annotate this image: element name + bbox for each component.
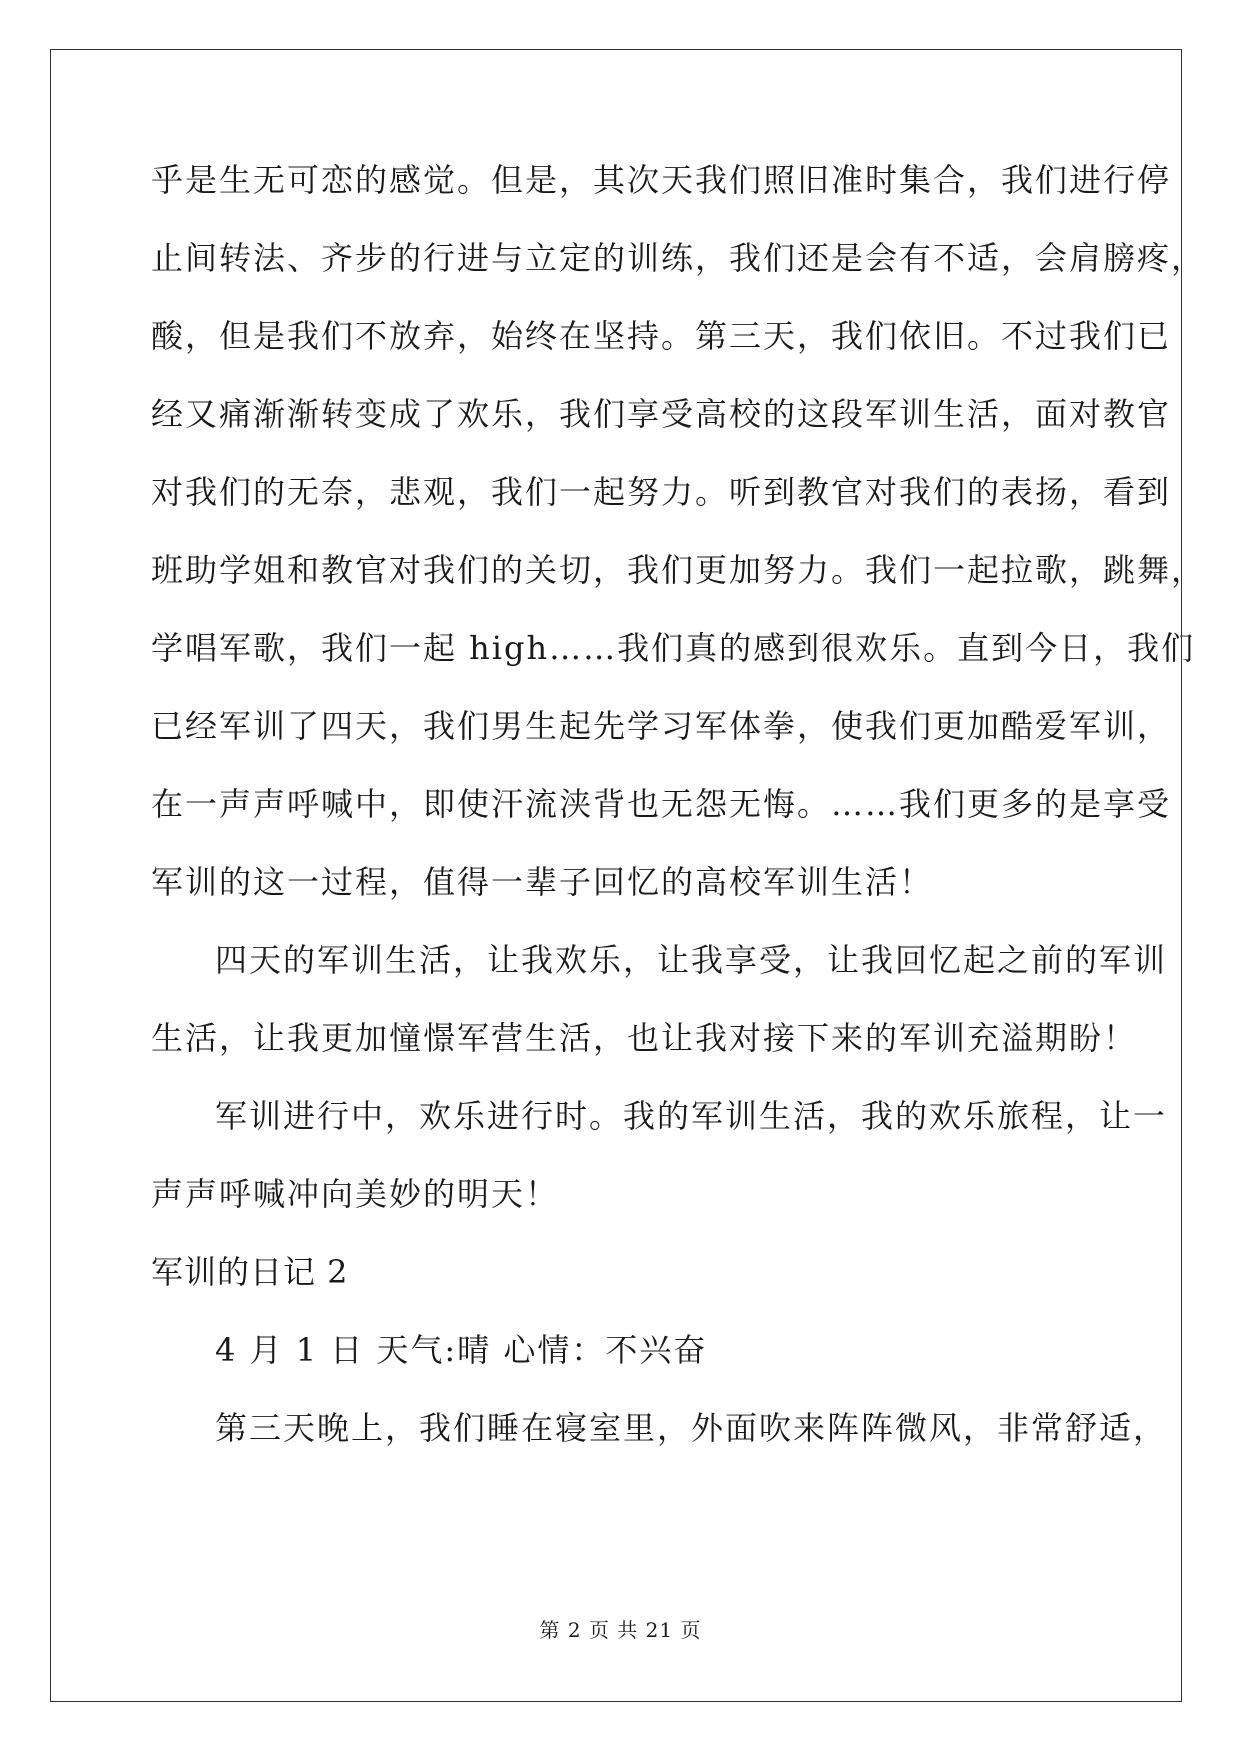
- text-line: 经又痛渐渐转变成了欢乐，我们享受高校的这段军训生活，面对教官: [151, 395, 1172, 433]
- text-line: 生活，让我更加憧憬军营生活，也让我对接下来的军训充溢期盼！: [151, 1019, 1138, 1057]
- paragraph-start-line: 四天的军训生活，让我欢乐，让我享受，让我回忆起之前的军训: [215, 941, 1168, 979]
- text-line: 在一声声呼喊中，即使汗流浃背也无怨无悔。……我们更多的是享受: [151, 785, 1172, 823]
- section-heading: 军训的日记 2: [151, 1253, 349, 1291]
- text-line: 军训的这一过程，值得一辈子回忆的高校军训生活！: [151, 863, 934, 901]
- text-line: 乎是生无可恋的感觉。但是，其次天我们照旧准时集合，我们进行停: [151, 161, 1172, 199]
- text-line: 声声呼喊冲向美妙的明天！: [151, 1175, 560, 1213]
- text-line: 对我们的无奈，悲观，我们一起努力。听到教官对我们的表扬，看到: [151, 473, 1172, 511]
- diary-date-line: 4 月 1 日 天气:晴 心情：不兴奋: [215, 1331, 708, 1369]
- document-body: [151, 158, 1206, 1484]
- paragraph-start-line: 第三天晚上，我们睡在寝室里，外面吹来阵阵微风，非常舒适，: [215, 1409, 1168, 1447]
- text-line: 酸，但是我们不放弃，始终在坚持。第三天，我们依旧。不过我们已: [151, 317, 1172, 355]
- text-line: 已经军训了四天，我们男生起先学习军体拳，使我们更加酷爱军训，: [151, 707, 1172, 745]
- text-line: 学唱军歌，我们一起 high……我们真的感到很欢乐。直到今日，我们: [151, 629, 1196, 667]
- text-line: 班助学姐和教官对我们的关切，我们更加努力。我们一起拉歌，跳舞，: [151, 551, 1206, 589]
- text-line: 止间转法、齐步的行进与立定的训练，我们还是会有不适，会肩膀疼，: [151, 239, 1206, 277]
- paragraph-start-line: 军训进行中，欢乐进行时。我的军训生活，我的欢乐旅程，让一: [215, 1097, 1168, 1135]
- page-number-footer: 第 2 页 共 21 页: [539, 1618, 702, 1642]
